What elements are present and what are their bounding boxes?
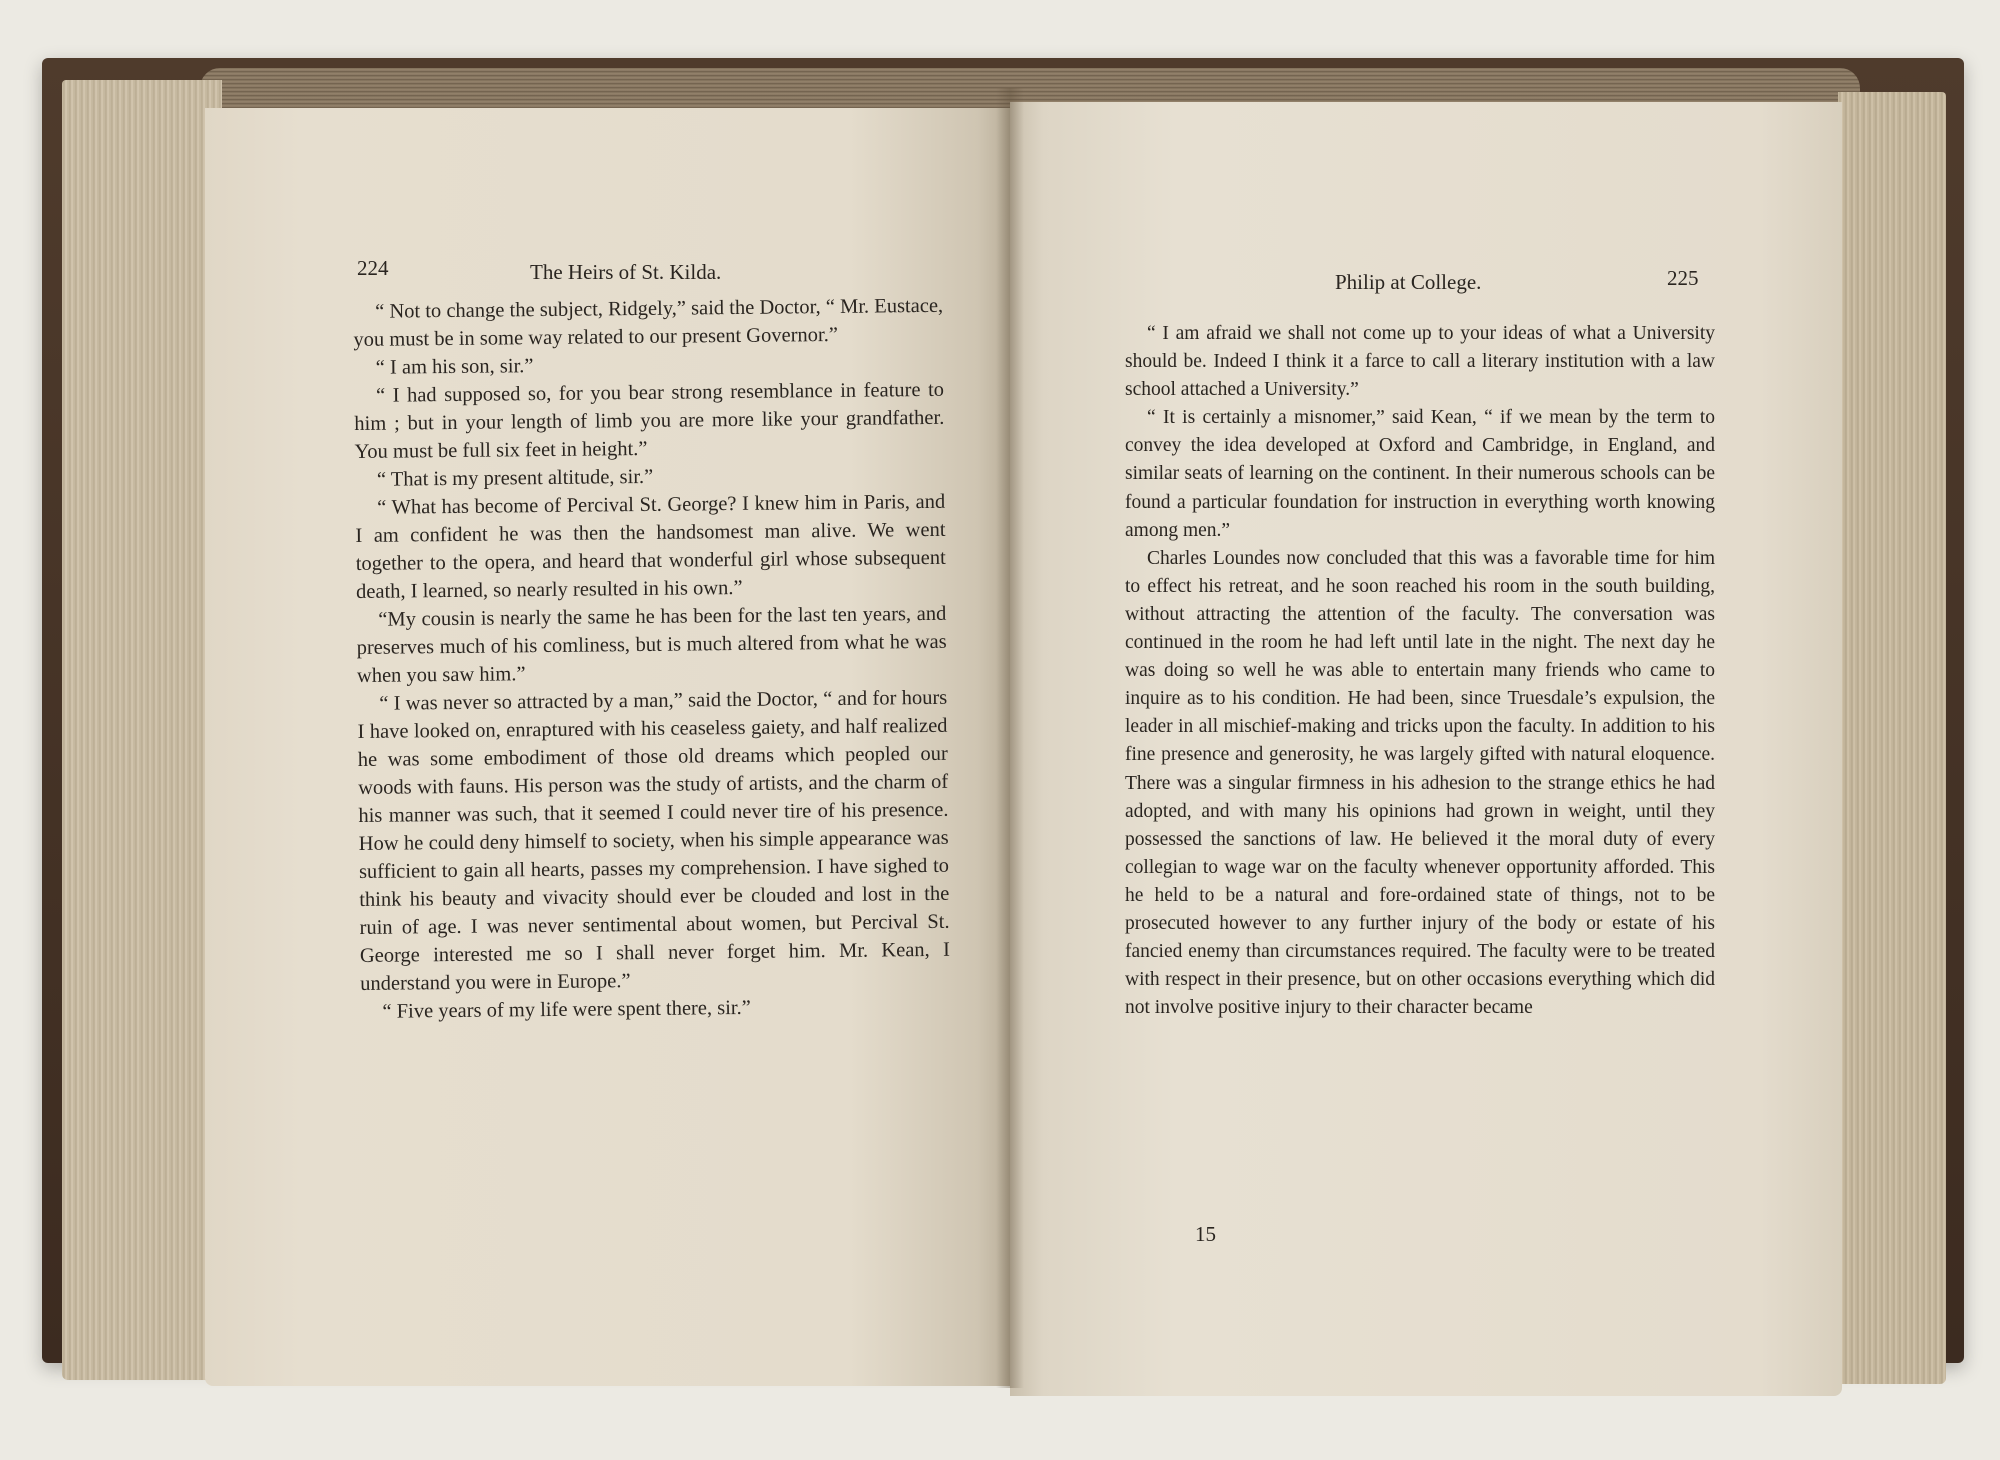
left-page-number: 224 — [357, 256, 389, 280]
right-page — [1010, 102, 1842, 1396]
paragraph: “ What has become of Percival St. George? I knew him in Paris, and I am confident he was then the handsomest man alive. We went together to the opera, and heard that wonderful girl whose subsequent death, I learned, so nearly resulted in his own.” — [355, 490, 946, 603]
right-page-number: 225 — [1667, 266, 1699, 290]
right-page-text — [1125, 320, 1715, 1022]
paragraph: “My cousin is nearly the same he has been for the last ten years, and preserves much of his comliness, but is much altered from what he was when you saw him.” — [356, 602, 947, 687]
paragraph: “ I am his son, sir.” — [375, 355, 534, 379]
left-page — [205, 108, 1010, 1386]
right-running-title: Philip at College. — [1335, 270, 1482, 294]
paragraph: “ Five years of my life were spent there, sir.” — [382, 996, 751, 1023]
book-gutter — [996, 88, 1024, 1388]
paragraph: “ It is certainly a misnomer,” said Kean, “ if we mean by the term to convey the idea developed at Oxford and Cambridge, in England, and similar seats of learning on the continent. In their numerous schools can be found a particular foundation for instruction in everything worth knowing among men.” — [1125, 407, 1715, 541]
paragraph: “ I am afraid we shall not come up to your ideas of what a University should be. Indeed I think it a farce to call a literary institution with a law school attached a University.” — [1125, 323, 1715, 401]
paragraph: “ That is my present altitude, sir.” — [376, 465, 654, 491]
paragraph: “ I had supposed so, for you bear strong resemblance in feature to him ; but in your length of limb you are more like your grandfather. You must be full six feet in height.” — [354, 378, 945, 463]
left-running-title: The Heirs of St. Kilda. — [530, 260, 722, 284]
page-block-right-edge — [1838, 92, 1946, 1384]
paragraph: Charles Loundes now concluded that this was a favorable time for him to effect his retreat, and he soon reached his room in the south building, without attracting the attention of the faculty. The conversation was continued in the room he had left until late in the night. The next day he was doing so well he was able to entertain many friends who came to inquire as to his condition. He had been, since Truesdale’s expulsion, the leader in all mischief-making and tricks upon the faculty. In addition to his fine presence and generosity, he was largely gifted with natural eloquence. There was a singular firmness in his adhesion to the strange ethics he had adopted, and with many his opinions had grown in weight, until they possessed the sanctions of law. He believed it the moral duty of every collegian to wage war on the faculty whenever opportunity afforded. This he held to be a natural and fore-ordained state of things, not to be prosecuted however to any further injury of the body or estate of his fancied enemy than circumstances required. The faculty were to be treated with respect in their presence, but on other occasions everything which did not involve positive injury to their character became — [1125, 547, 1715, 1019]
paragraph: “ Not to change the subject, Ridgely,” said the Doctor, “ Mr. Eustace, you must be in some way related to our present Governor.” — [353, 294, 944, 351]
signature-mark: 15 — [1195, 1222, 1216, 1246]
page-block-left-edge — [62, 80, 222, 1380]
left-page-text — [353, 292, 951, 1026]
paragraph: “ I was never so attracted by a man,” said the Doctor, “ and for hours I have looked on, enraptured with his ceaseless gaiety, and half realized he was some embodiment of those old dreams which peopled our woods with fauns. His person was the study of artists, and the charm of his manner was such, that it seemed I could never tire of his presence. How he could deny himself to society, when his simple appearance was sufficient to gain all hearts, passes my comprehension. I have sighed to think his beauty and vivacity should ever be clouded and lost in the ruin of age. I was never sentimental about women, but Percival St. George interested me so I shall never forget him. Mr. Kean, I understand you were in Europe.” — [357, 686, 950, 995]
